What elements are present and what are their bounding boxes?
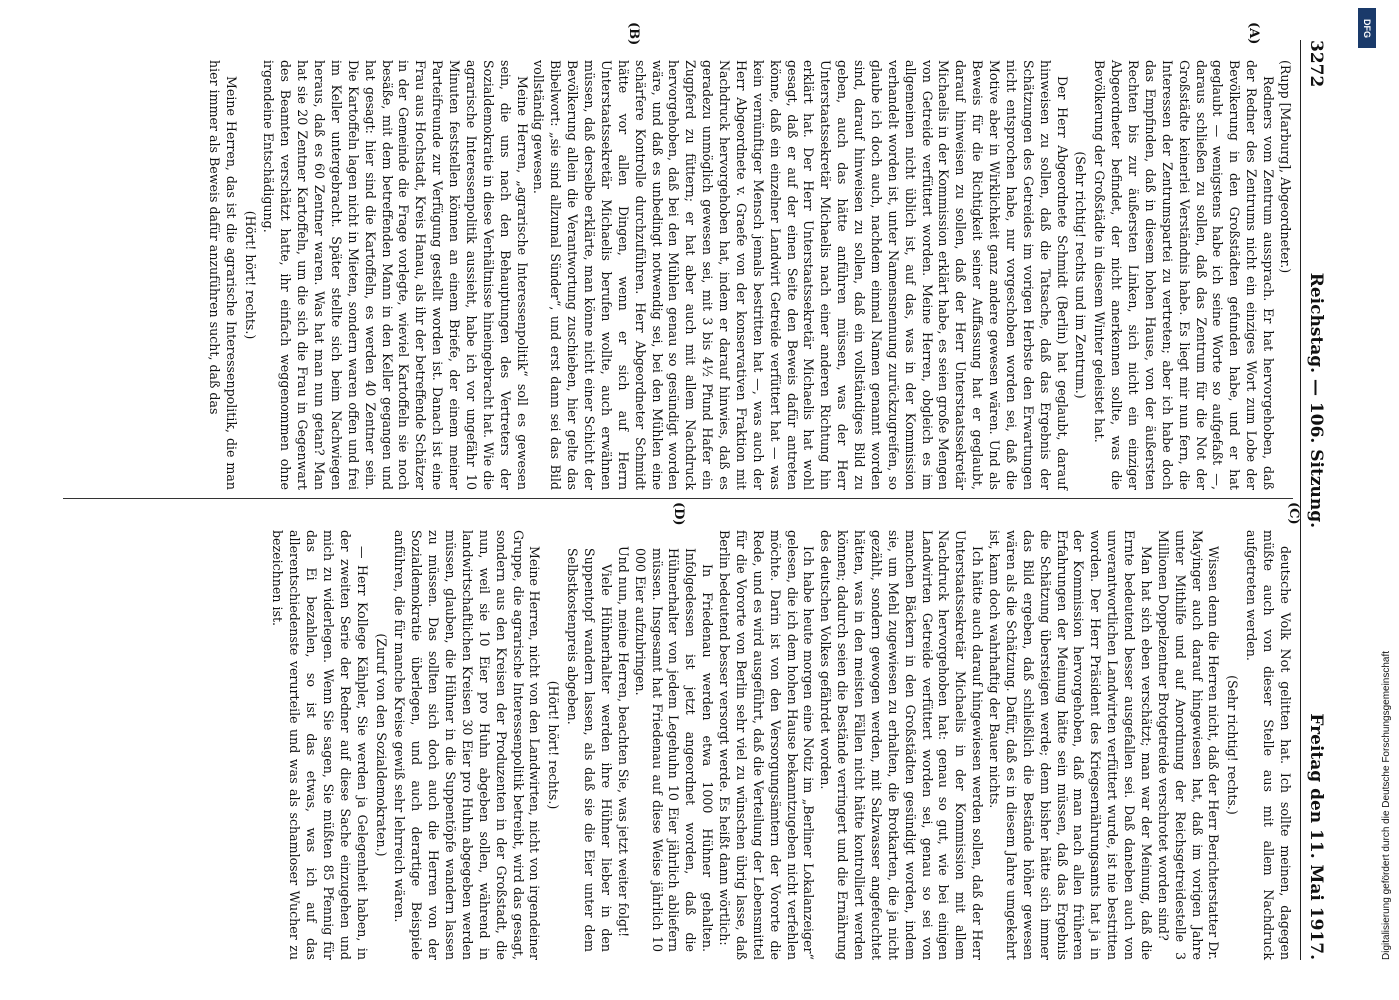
page-title: Reichstag. — 106. Sitzung. <box>1306 272 1326 529</box>
digitization-credit <box>1355 20 1392 980</box>
paragraph: Man hat sich eben verschätzt; man war der Meinung, daß die Ernte bedeutend besser ausgefallen sei. Daß daneben auch von unverantwortlichen Landwirten verfüttert wurde, ist nie bestritten worden. Der Herr Präsident des Kriegsernährungsamts hat ja in der Kommission hervorgehoben, daß man nach allen früheren Erfahrungen der Meinung hätte sein müssen, daß das Ergebnis die Schätzung übersteigen werde; denn bisher hätte sich immer das Bild ergeben, daß schließlich die Bestände höher gewesen wären als die Schätzung. Dafür, daß es in diesem Jahre umgekehrt ist, kann doch wahrhaftig der Bauer nichts. <box>987 530 1154 960</box>
scanned-page <box>41 20 1341 980</box>
page-number: 3272 <box>1306 40 1326 88</box>
paragraph: Meine Herren, „agrarische Interessenpolitik“ soll es gewesen sein, die uns nach den Behauptungen des Vertreters der Sozialdemokratie in diese Verhältnisse hineingebracht hat. Wie die agrarische Interessenpolitik aussieht, habe ich vor ungefähr 10 Minuten feststellen können an einem Briefe, der einem meiner Parteifreunde zur Verfügung gestellt worden ist. Danach ist eine Frau aus Hochstadt, Kreis Hanau, als ihr der betreffende Schätzer in der Gemeinde die Frage vorlegte, wieviel Kartoffeln sie noch besäße, mit dem betreffenden Mann in den Keller gegangen und hat gesagt: hier sind die Kartoffeln, es werden 40 Zentner sein. Die Kartoffeln lagen nicht in Mieten, sondern waren offen und frei im Keller untergebracht. Später stellte sich beim Nachwiegen heraus, daß es 60 Zentner waren. Was hat man nun getan? Man hat sie 20 Zentner Kartoffeln, um die sich die Frau in Gegenwart des Beamten verschätzt hatte, ihr einfach weggenommen ohne irgendeine Entschädigung. <box>261 60 530 490</box>
interjection: (Hört! hört! rechts.) <box>546 680 562 810</box>
paragraph: — Herr Kollege Kähpler, Sie werden ja Gelegenheit haben, in der zweiten Serie der Redner auf diese Sache einzugehen und mich zu widerlegen. Wenn Sie sagen, Sie müßten 85 Pfennig für das Ei bezahlen, so ist das etwas, was ich auf das allerentschiedenste verurteile und was als schamloser Wucher zu bezeichnen ist. <box>270 530 370 960</box>
right-column <box>53 530 1293 960</box>
credit-text: Digitalisierung gefördert durch die Deutsche Forschungsgemeinschaft <box>1381 650 1392 960</box>
column-divider <box>63 498 1293 499</box>
margin-mark-a: (A) <box>1246 22 1261 45</box>
paragraph: Ich hätte auch darauf hingewiesen werden sollen, daß der Herr Unterstaatssekretär Michaelis in der Kommission mit allem Nachdruck hervorgehoben hat: genau so gut, wie bei einigen Landwirten Getreide verfüttert worden sei, genau so sei von manchen Bäckern in den Großstädten gesündigt worden, indem sie, um Mehl zugewiesen zu erhalten, die Brotkarten, die ja nicht gezählt, sondern gewogen werden, mit Salzwasser angefeuchtet hätten, was in den meisten Fällen nicht hätte kontrolliert werden können; dadurch seien die Bestände verringert und die Ernährung des deutschen Volkes gefährdet worden. <box>818 530 986 960</box>
paragraph: Der Herr Abgeordnete Schmidt (Berlin) hat geglaubt, darauf hinweisen zu sollen, daß die Tatsache, daß das Ergebnis der Schätzungen des Getreides im vorigen Herbste den Erwartungen nicht entsprochen habe, nur vorgeschoben worden sei, daß die Motive aber in Wirklichkeit ganz andere gewesen wären. Und als Beweis für die Richtigkeit seiner Auffassung hat er geglaubt, darauf hinweisen zu sollen, daß der Herr Unterstaatssekretär Michaelis in der Kommission erklärt habe, es seien große Mengen von Getreide verfüttert worden. Meine Herren, obgleich es im allgemeinen nicht üblich ist, auf das, was in der Kommission verhandelt worden ist, unter Namensnennung zurückzugreifen, so glaube ich doch auch, nachdem einmal Namen genannt worden sind, darauf hinweisen zu sollen, daß ein vollständiges Bild zu geben, auch das hätte anführen müssen, was der Herr Unterstaatssekretär Michaelis nach einer anderen Richtung hin erklärt hat. Der Herr Unterstaatssekretär Michaelis hat wohl gesagt, daß er auf der einen Seite den Beweis dafür antreten könne, daß ein einzelner Landwirt Getreide verfüttert hat — was kein vernünftiger Mensch jemals bestritten hat —, was auch der Herr Abgeordnete v. Graefe von der konservativen Fraktion mit Nachdruck hervorgehoben hat, indem er darauf hinwies, daß es geradezu unmöglich gewesen sei, mit 3 bis 4½ Pfund Hafer ein Zugpferd zu füttern; er hat aber auch mit allem Nachdruck hervorgehoben, daß bei den Mühlen genau so gesündigt worden wäre, und daß es unbedingt notwendig sei, bei den Mühlen eine schärfere Kontrolle durchzuführen. Herr Abgeordneter Schmidt hätte vor allen Dingen, wenn er sich auf Herrn Unterstaatssekretär Michaelis berufen wollte, auch erwähnen müssen, daß derselbe erklärte, man könne nicht einer Schicht der Bevölkerung allein die Verantwortung zuschieben, hier gelte das Bibelwort: „sie sind allzumal Sünder“, und erst dann sei das Bild vollständig gewesen. <box>531 60 1070 490</box>
interjection: (Sehr richtig! rechts.) <box>1225 675 1241 815</box>
quoted-passage: In Friedenau werden etwa 1000 Hühner gehalten. Infolgedessen ist jetzt angeordnet worden, daß die Hühnerhalter von jedem Legehuhn 10 Eier jährlich abliefern müssen. Insgesamt hat Friedenau auf diese Weise jährlich 10 000 Eier aufzubringen. <box>632 548 716 952</box>
paragraph: Ich habe heute morgen eine Notiz im „Berliner Lokalanzeiger“ gelesen, die ich dem hohen Hause bekanntzugeben nicht verfehlen möchte. Darin ist von den Versorgungsämtern der Vororte die Rede, und es wird ausgeführt, daß die Verteilung der Lebensmittel für die Vororte von Berlin sehr viel zu wünschen übrig lasse, daß Berlin bedeutend besser versorgt werde. Es heißt dann wörtlich: <box>717 530 817 960</box>
margin-mark-c: (C) <box>1286 502 1301 525</box>
paragraph: deutsche Volk Not gelitten hat. Ich sollte meinen, dagegen müßte auch von dieser Stelle aus mit allem Nachdruck aufgetreten werden. <box>1244 530 1293 960</box>
interjection: (Sehr richtig! rechts und im Zentrum.) <box>1073 151 1089 399</box>
interjection: (Zuruf von den Sozialdemokraten.) <box>373 633 389 857</box>
running-head <box>1300 40 1331 960</box>
paragraph: Wissen denn die Herren nicht, daß der Herr Berichterstatter Dr. Mayinger auch darauf hingewiesen hat, daß im vorigen Jahre unter Mithilfe und auf Anordnung der Reichsgetreidestelle 3 Millionen Doppelzentner Brotgetreide verschrotet worden sind? <box>1155 530 1222 960</box>
paragraph: Meine Herren, nicht von den Landwirten, nicht von irgendeiner Gruppe, die agrarische Interessenpolitik betreibt, wird das gesagt, sondern aus den Kreisen der Produzenten in der Großstadt, die nun, weil sie 10 Eier pro Huhn abgeben sollen, während in landwirtschaftlichen Kreisen 30 Eier pro Huhn abgegeben werden müssen, glauben, die Hühner in die Suppentöpfe wandern lassen zu müssen. Das sollten sich doch auch die Herren von der Sozialdemokratie überlegen, und auch derartige Beispiele anführen, die für manche Kreise gewiß sehr lehrreich wären. <box>392 530 543 960</box>
margin-mark-b: (B) <box>626 22 641 46</box>
paragraph: Redners vom Zentrum aussprach. Er hat hervorgehoben, daß der Redner des Zentrums nicht ein einziges Wort zum Lobe der Bevölkerung in den Großstädten gefunden habe, und er hat geglaubt — wenigstens habe ich seine Worte so aufgefaßt —, daraus schließen zu sollen, daß das Zentrum für die Not der Großstädte keinerlei Verständnis habe. Es liegt mir nun fern, die Interessen der Zentrumspartei zu vertreten; aber ich habe doch das Empfinden, daß in diesem hohen Hause, von der äußersten Rechten bis zur äußersten Linken, sich nicht ein einziger Abgeordneter befindet, der nicht anerkennen sollte, was die Bevölkerung der Großstädte in diesem Winter geleistet hat. <box>1092 60 1277 490</box>
interjection: (Hört! hört! rechts.) <box>242 210 258 340</box>
dfg-logo: DFG <box>1358 8 1376 48</box>
quoted-passage: Viele Hühnerhalter werden ihre Hühner lieber in den Suppentopf wandern lassen, als daß sie die Eier unter dem Selbstkostenpreis abgeben. <box>565 548 614 952</box>
left-column <box>53 60 1293 490</box>
speaker-line: (Rupp [Marburg], Abgeordneter.) <box>1278 60 1293 274</box>
paragraph: Und nun, meine Herren, beachten Sie, was jetzt weiter folgt! <box>615 546 631 938</box>
paragraph: Meine Herren, das ist die agrarische Interessenpolitik, die man hier immer als Beweis dafür anzuführen sucht, daß das <box>206 60 239 490</box>
page-date: Freitag den 11. Mai 1917. <box>1306 713 1326 960</box>
margin-mark-d: (D) <box>671 502 686 526</box>
